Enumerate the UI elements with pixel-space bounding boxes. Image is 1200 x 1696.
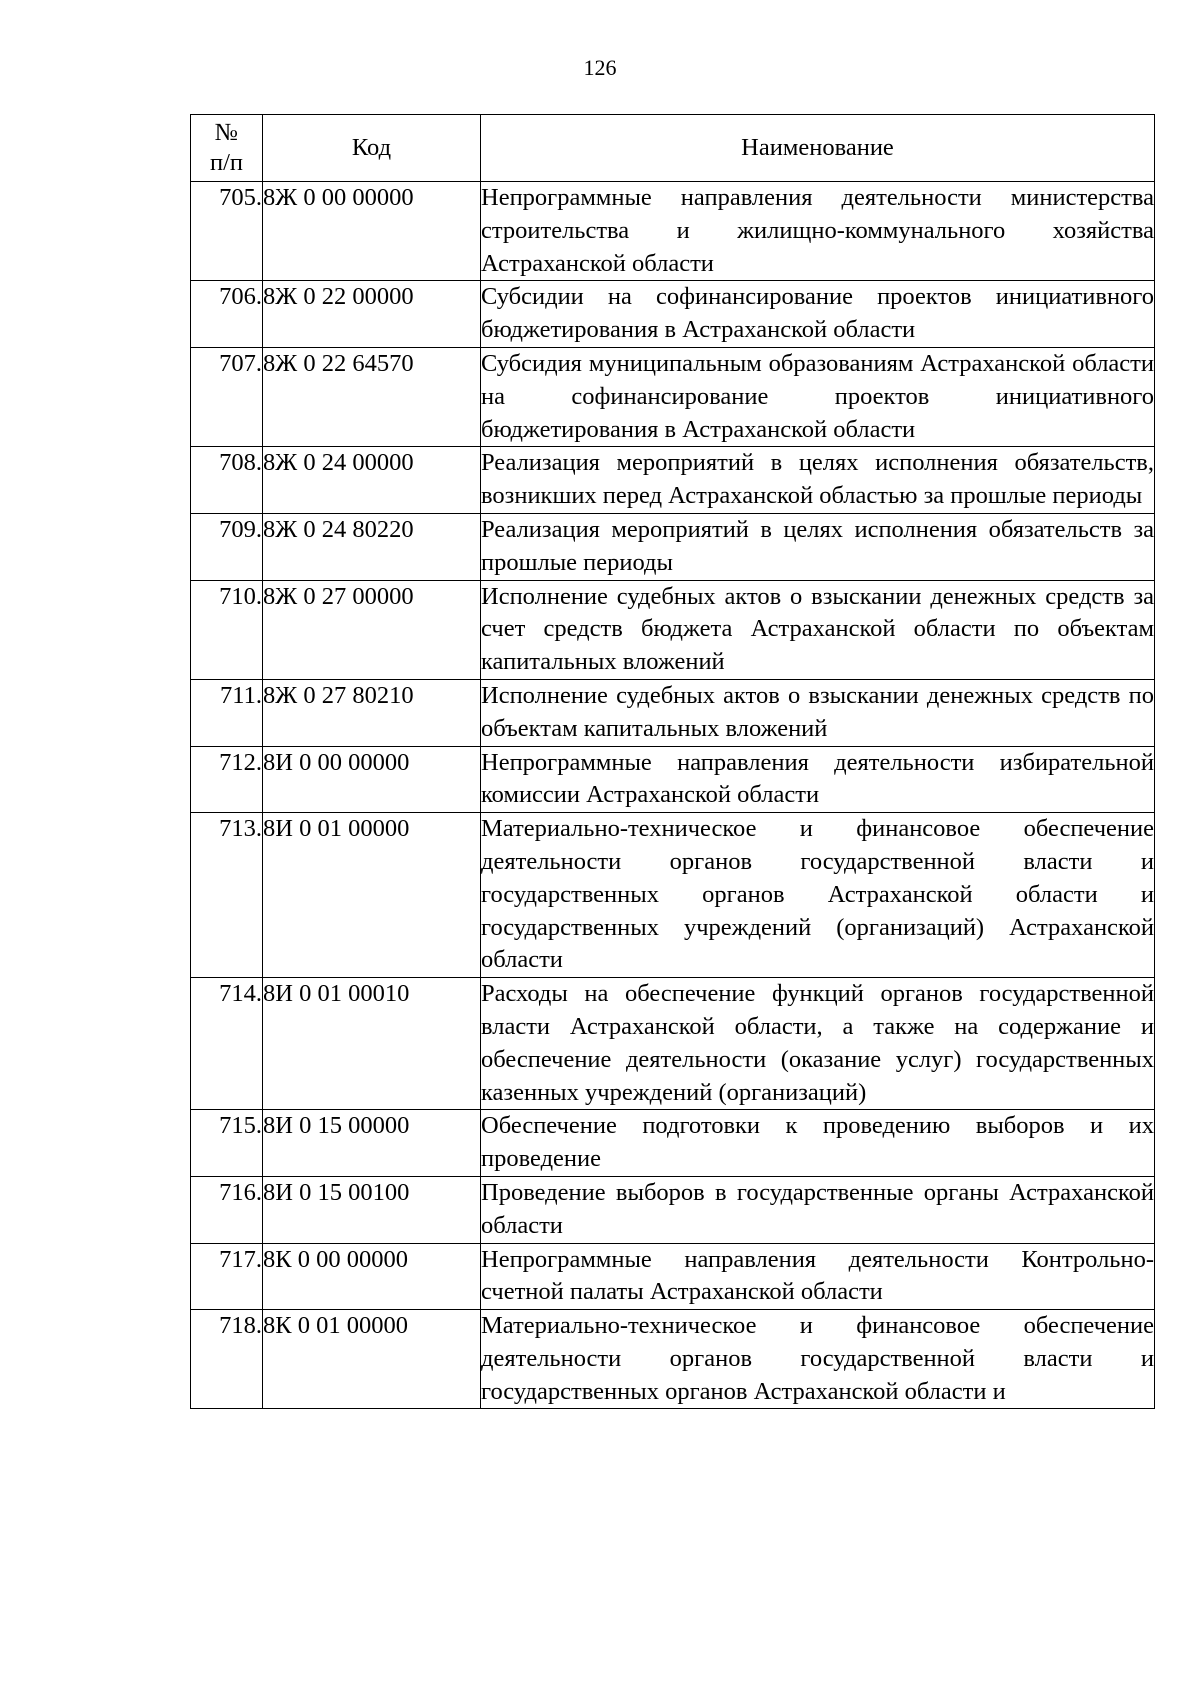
- row-number-cell: 717.: [191, 1243, 263, 1310]
- row-code-cell: 8Ж 0 22 64570: [263, 347, 481, 446]
- table-header-row: [191, 115, 1155, 182]
- row-code-cell: 8И 0 15 00100: [263, 1176, 481, 1243]
- column-header-code: Код: [263, 115, 481, 182]
- table-row: [191, 1310, 1155, 1409]
- column-header-name: Наименование: [481, 115, 1155, 182]
- table-row: [191, 1243, 1155, 1310]
- row-name-cell: Непрограммные направления деятельности министерства строительства и жилищно-коммунального хозяйства Астраханской области: [481, 182, 1155, 281]
- table-row: [191, 978, 1155, 1110]
- row-number-cell: 709.: [191, 513, 263, 580]
- row-code-cell: 8Ж 0 24 00000: [263, 447, 481, 514]
- table-row: [191, 1110, 1155, 1177]
- column-header-number-line2: п/п: [209, 149, 244, 176]
- row-name-cell: Исполнение судебных актов о взыскании денежных средств по объектам капитальных вложений: [481, 679, 1155, 746]
- row-number-cell: 718.: [191, 1310, 263, 1409]
- table-row: [191, 347, 1155, 446]
- row-code-cell: 8К 0 00 00000: [263, 1243, 481, 1310]
- row-code-cell: 8Ж 0 22 00000: [263, 281, 481, 348]
- row-name-cell: Реализация мероприятий в целях исполнения обязательств, возникших перед Астраханской областью за прошлые периоды: [481, 447, 1155, 514]
- row-number-cell: 705.: [191, 182, 263, 281]
- table-row: [191, 580, 1155, 679]
- table-row: [191, 1176, 1155, 1243]
- row-code-cell: 8И 0 00 00000: [263, 746, 481, 813]
- row-name-cell: Расходы на обеспечение функций органов государственной власти Астраханской области, а также на содержание и обеспечение деятельности (оказание услуг) государственных казенных учреждений (организаций): [481, 978, 1155, 1110]
- row-name-cell: Непрограммные направления деятельности Контрольно-счетной палаты Астраханской области: [481, 1243, 1155, 1310]
- row-number-cell: 714.: [191, 978, 263, 1110]
- row-name-cell: Исполнение судебных актов о взыскании денежных средств за счет средств бюджета Астраханской области по объектам капитальных вложений: [481, 580, 1155, 679]
- row-code-cell: 8Ж 0 27 00000: [263, 580, 481, 679]
- row-name-cell: Реализация мероприятий в целях исполнения обязательств за прошлые периоды: [481, 513, 1155, 580]
- table-row: [191, 679, 1155, 746]
- row-name-cell: Проведение выборов в государственные органы Астраханской области: [481, 1176, 1155, 1243]
- row-number-cell: 711.: [191, 679, 263, 746]
- column-header-number-line1: №: [214, 119, 239, 146]
- table-row: [191, 447, 1155, 514]
- table-row: [191, 281, 1155, 348]
- row-number-cell: 708.: [191, 447, 263, 514]
- table-row: [191, 746, 1155, 813]
- row-code-cell: 8К 0 01 00000: [263, 1310, 481, 1409]
- table-row: [191, 182, 1155, 281]
- row-number-cell: 706.: [191, 281, 263, 348]
- row-code-cell: 8И 0 15 00000: [263, 1110, 481, 1177]
- column-header-number: [191, 115, 263, 182]
- row-name-cell: Непрограммные направления деятельности избирательной комиссии Астраханской области: [481, 746, 1155, 813]
- row-name-cell: Субсидии на софинансирование проектов инициативного бюджетирования в Астраханской области: [481, 281, 1155, 348]
- table-row: [191, 513, 1155, 580]
- table-body: [191, 182, 1155, 1409]
- row-name-cell: Субсидия муниципальным образованиям Астраханской области на софинансирование проектов инициативного бюджетирования в Астраханской области: [481, 347, 1155, 446]
- row-name-cell: Обеспечение подготовки к проведению выборов и их проведение: [481, 1110, 1155, 1177]
- row-code-cell: 8Ж 0 27 80210: [263, 679, 481, 746]
- row-code-cell: 8Ж 0 24 80220: [263, 513, 481, 580]
- row-number-cell: 712.: [191, 746, 263, 813]
- row-number-cell: 710.: [191, 580, 263, 679]
- row-code-cell: 8И 0 01 00000: [263, 813, 481, 978]
- budget-classification-table: [190, 114, 1155, 1409]
- row-number-cell: 713.: [191, 813, 263, 978]
- row-number-cell: 716.: [191, 1176, 263, 1243]
- table-row: [191, 813, 1155, 978]
- page-number: 126: [583, 55, 617, 80]
- row-name-cell: Материально-техническое и финансовое обеспечение деятельности органов государственной власти и государственных органов Астраханской области и государственных учреждений (организаций) Астраханской области: [481, 813, 1155, 978]
- row-number-cell: 715.: [191, 1110, 263, 1177]
- row-code-cell: 8Ж 0 00 00000: [263, 182, 481, 281]
- row-name-cell: Материально-техническое и финансовое обеспечение деятельности органов государственной власти и государственных органов Астраханской области и: [481, 1310, 1155, 1409]
- row-code-cell: 8И 0 01 00010: [263, 978, 481, 1110]
- row-number-cell: 707.: [191, 347, 263, 446]
